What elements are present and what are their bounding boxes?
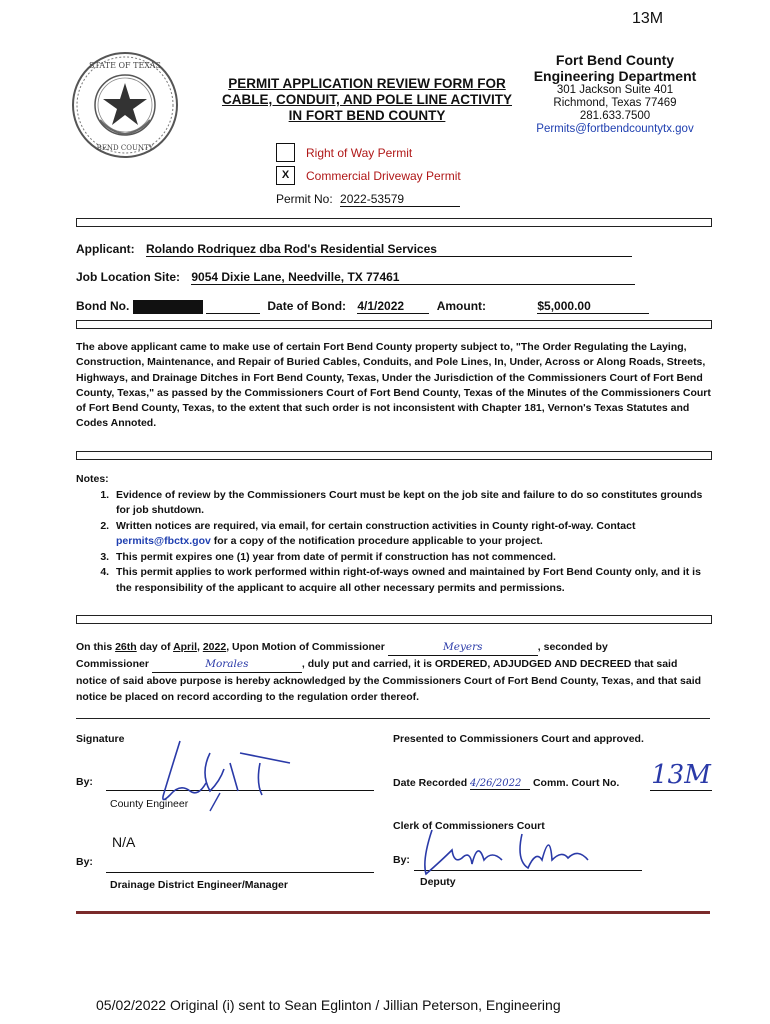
department-name-1: Fort Bend County — [555, 52, 675, 68]
amount-value: $5,000.00 — [537, 299, 649, 314]
bond-row — [76, 299, 716, 314]
order-text: , duly put and carried, it is ORDERED, ADJUDGED AND DECREED that said notice of said above purpose is hereby acknowledged by the Commissioners Court of Fort Bend County, Texas, and that said notice be placed on record according to the regulation order thereof. — [76, 658, 702, 703]
order-text: day of — [136, 641, 174, 653]
permit-number-label: Permit No: — [276, 192, 333, 206]
svg-text:BEND COUNTY: BEND COUNTY — [96, 144, 154, 152]
seconding-commissioner: Morales — [152, 656, 302, 673]
amount-label: Amount: — [436, 299, 487, 313]
order-text: On this — [76, 641, 116, 653]
comm-court-number: 13M — [651, 760, 711, 790]
permits-email-link[interactable]: permits@fbctx.gov — [116, 535, 211, 547]
bond-number-redaction — [133, 300, 203, 314]
commercial-driveway-checkbox[interactable]: X — [276, 166, 295, 185]
divider-bar — [76, 615, 712, 624]
date-of-bond-label: Date of Bond: — [267, 299, 347, 313]
commercial-driveway-label: Commercial Driveway Permit — [306, 169, 461, 183]
date-recorded-label: Date Recorded — [393, 777, 468, 789]
order-paragraph — [76, 639, 711, 705]
clerk-label: Clerk of Commissioners Court — [393, 820, 545, 832]
job-site-label: Job Location Site: — [76, 270, 181, 284]
note-item — [112, 519, 711, 550]
body-paragraph: The above applicant came to make use of certain Fort Bend County property subject to, "The Order Regulating the Laying, Construction, Maintenance, and Repair of Buried Cables, Conduits, and Pole Lines, In, Under, Across or Along Roads, Streets, Highways, and Drainage Ditches in Fort Bend County, Texas, Under the Jurisdiction of the Commissioners Court of Fort Bend County, Texas," as passed by the Commissioners Court of Fort Bend County, Texas of the Minutes of the Commissioners Court of Fort Bend County, Texas, to the extent that such order is not inconsistent with Chapter 181, Vernon's Texas Statutes and Codes Annoted. — [76, 341, 711, 430]
order-text: , — [196, 641, 203, 653]
job-site-row — [76, 270, 635, 285]
by-label: By: — [393, 854, 410, 866]
right-of-way-checkbox[interactable] — [276, 143, 295, 162]
clerk-signature-icon — [412, 820, 612, 880]
comm-court-label: Comm. Court No. — [532, 777, 620, 789]
county-engineer-label: County Engineer — [110, 798, 189, 810]
deputy-label: Deputy — [420, 876, 456, 888]
applicant-value: Rolando Rodriquez dba Rod's Residential Services — [146, 242, 632, 257]
by-label: By: — [76, 856, 93, 868]
drainage-engineer-label: Drainage District Engineer/Manager — [110, 879, 288, 891]
drainage-signature-line — [106, 872, 374, 873]
form-title-line-3: IN FORT BEND COUNTY — [288, 108, 446, 123]
note-item: 1. Evidence of review by the Commissioners Court must be kept on the job site and failure to do so constitutes grounds for job shutdown. — [112, 488, 711, 519]
order-text: Commissioner — [76, 658, 152, 670]
county-seal-icon — [70, 50, 180, 160]
applicant-label: Applicant: — [76, 242, 135, 256]
order-month: April — [173, 641, 197, 653]
department-phone: 281.633.7500 — [579, 110, 651, 122]
signature-label: Signature — [76, 733, 125, 745]
department-name-2: Engineering Department — [533, 68, 697, 84]
by-label: By: — [76, 776, 93, 788]
notes-label: Notes: — [76, 473, 109, 485]
department-address-2: Richmond, Texas 77469 — [553, 97, 677, 109]
divider-bar — [76, 451, 712, 460]
order-day: 26th — [115, 641, 137, 653]
footer-note: 05/02/2022 Original (i) sent to Sean Eglinton / Jillian Peterson, Engineering — [96, 997, 561, 1013]
bond-number-line — [206, 313, 260, 314]
divider-bar — [76, 320, 712, 329]
date-of-bond-value: 4/1/2022 — [357, 299, 429, 314]
form-title-line-2: CABLE, CONDUIT, AND POLE LINE ACTIVITY — [221, 92, 512, 107]
presented-label: Presented to Commissioners Court and approved. — [393, 733, 644, 745]
applicant-row — [76, 242, 632, 257]
notes-section — [76, 472, 711, 596]
note-item: 3. This permit expires one (1) year from date of permit if construction has not commenced. — [112, 550, 711, 566]
bottom-rule — [76, 911, 710, 914]
motion-commissioner: Meyers — [388, 639, 538, 656]
svg-text:STATE OF TEXAS: STATE OF TEXAS — [89, 61, 161, 70]
permit-number-value: 2022-53579 — [340, 192, 460, 207]
order-text: , seconded by — [537, 641, 608, 653]
na-value: N/A — [112, 834, 136, 850]
note-item: 4. This permit applies to work performed within right-of-ways owned and maintained by Fort Bend County only, and it is the responsibility of the applicant to acquire all other necessary permits and permissions. — [112, 565, 711, 596]
divider-bar — [76, 218, 712, 227]
date-recorded-row — [393, 777, 619, 790]
right-of-way-label: Right of Way Permit — [306, 146, 413, 160]
divider-line — [76, 718, 710, 719]
note-text: for a copy of the notification procedure applicable to your project. — [210, 535, 543, 547]
note-text: Written notices are required, via email, for certain construction activities in County right-of-way. Contact — [116, 519, 636, 532]
department-address-1: 301 Jackson Suite 401 — [556, 84, 674, 96]
order-year: 2022 — [202, 641, 227, 653]
order-text: , Upon Motion of Commissioner — [226, 641, 388, 653]
form-title-line-1: PERMIT APPLICATION REVIEW FORM FOR — [228, 76, 506, 91]
job-site-value: 9054 Dixie Lane, Needville, TX 77461 — [191, 270, 635, 285]
form-title — [198, 76, 536, 124]
permit-number-row — [276, 192, 460, 207]
department-email-link[interactable]: Permits@fortbendcountytx.gov — [536, 123, 694, 135]
page-mark: 13M — [632, 10, 664, 27]
date-recorded-value: 4/26/2022 — [470, 778, 530, 790]
bond-number-label: Bond No. — [76, 299, 130, 313]
department-block — [530, 52, 700, 135]
